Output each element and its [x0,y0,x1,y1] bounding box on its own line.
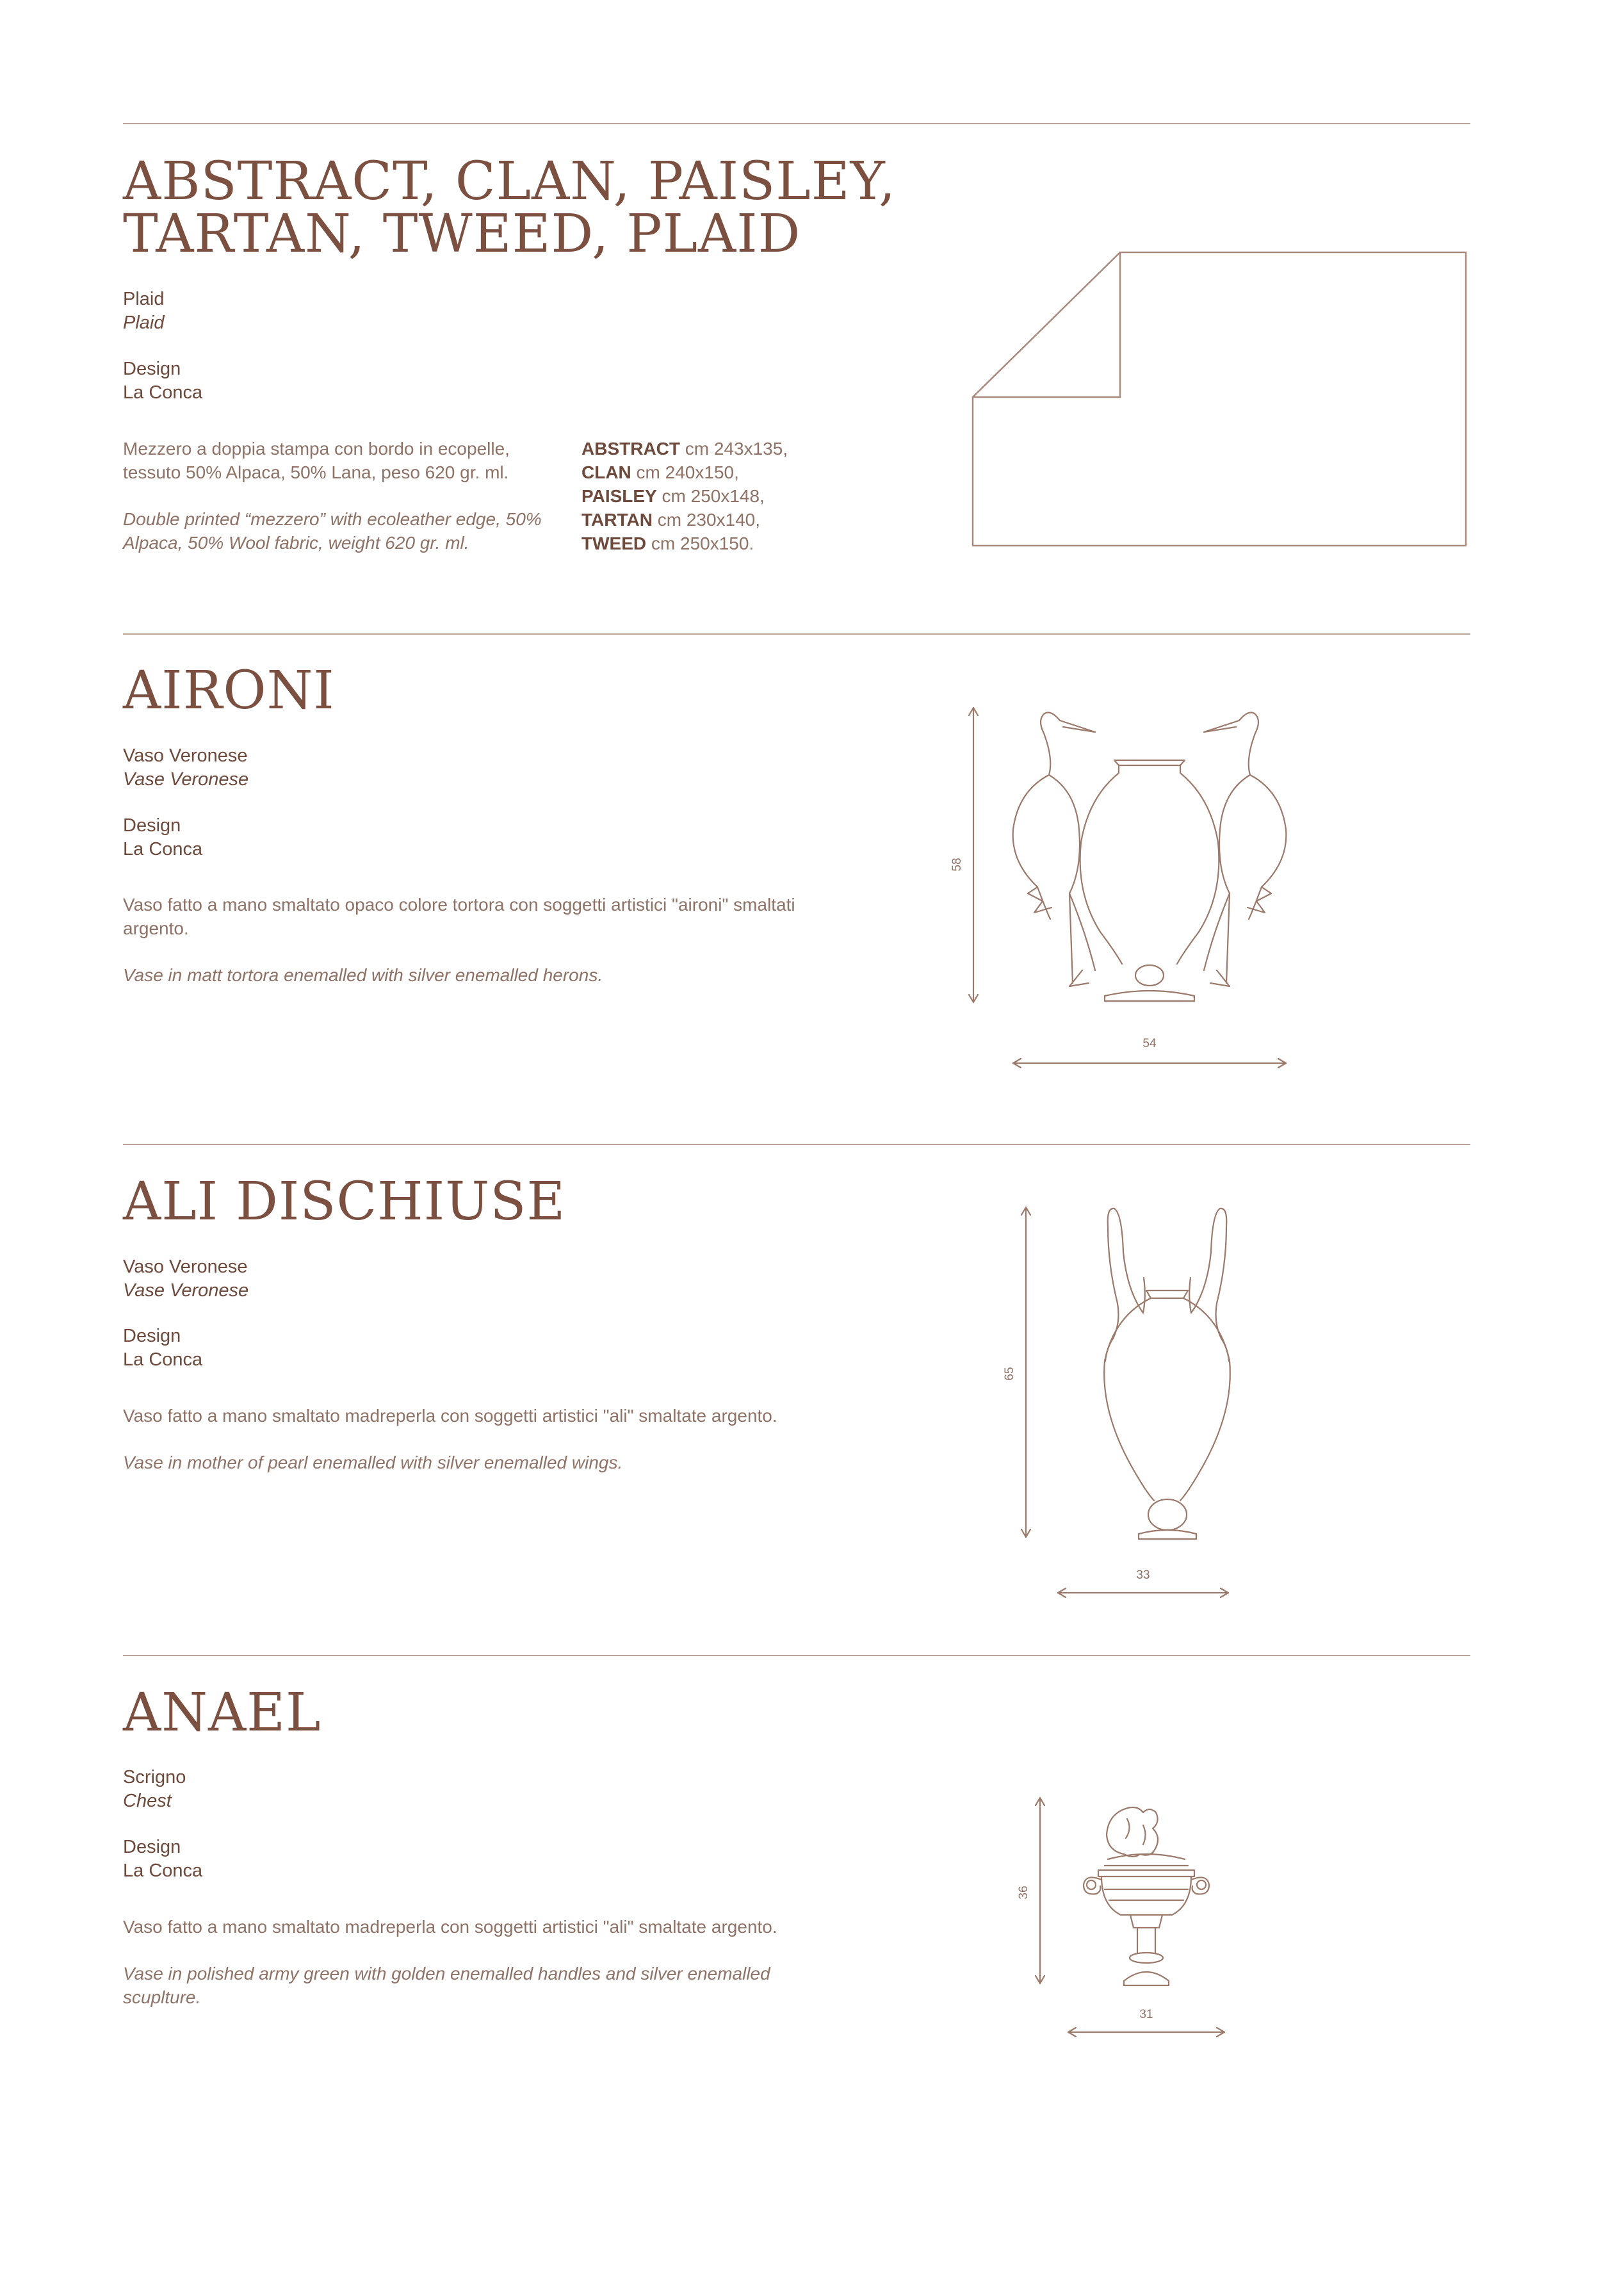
description-italian: Vaso fatto a mano smaltato madreperla con soggetti artistici "ali" smaltate argento. [123,1406,777,1426]
product-type [123,288,165,335]
designer-name: La Conca [123,1349,203,1370]
design-label: Design [123,1326,181,1346]
vase-herons-drawing [941,701,1300,1079]
description-italian: Vaso fatto a mano smaltato madreperla con soggetti artistici "ali" smaltate argento. [123,1917,777,1937]
size-name: TWEED [581,533,647,553]
product-description [123,437,558,555]
design-label: Design [123,359,181,379]
product-title [123,151,897,265]
design-label: Design [123,1837,181,1857]
description-english: Vase in polished army green with golden enemalled handles and silver enemalled scuplture. [123,1964,770,2007]
product-type [123,744,248,792]
product-description [123,1404,802,1474]
product-description [123,1915,802,2009]
size-name: PAISLEY [581,486,657,506]
description-italian: Mezzero a doppia stampa con bordo in ecopelle, tessuto 50% Alpaca, 50% Lana, peso 620 gr. ml. [123,439,510,482]
size-list [581,437,850,555]
plaid-drawing [970,250,1470,551]
size-value: cm 250x148, [662,486,765,506]
type-italian: Vaso Veronese [123,1257,248,1277]
chest-drawing [1012,1790,1236,2046]
size-value: cm 243x135, [685,439,788,459]
size-name: TARTAN [581,510,653,530]
size-item [581,460,850,484]
designer-name: La Conca [123,839,203,859]
section-divider [123,1144,1470,1145]
size-value: cm 250x150. [651,533,754,553]
size-name: CLAN [581,462,631,482]
type-english: Plaid [123,313,165,333]
section-divider [123,123,1470,124]
product-title: AIRONI [123,660,335,721]
size-item [581,508,850,532]
product-type [123,1766,186,1813]
height-label: 36 [1017,1885,1030,1900]
width-label: 31 [1139,2008,1153,2021]
product-type [123,1255,248,1303]
description-italian: Vaso fatto a mano smaltato opaco colore tortora con soggetti artistici "aironi" smaltati argento. [123,895,795,938]
size-name: ABSTRACT [581,439,680,459]
type-italian: Plaid [123,289,165,309]
designer-block [123,357,202,405]
width-label: 54 [1142,1037,1157,1050]
section-divider [123,1655,1470,1656]
designer-block [123,814,202,861]
type-english: Vase Veronese [123,769,249,790]
designer-block [123,1324,202,1372]
size-value: cm 240x150, [636,462,739,482]
designer-name: La Conca [123,1860,203,1881]
product-title: ANAEL [123,1682,321,1743]
vase-wings-drawing [986,1201,1255,1598]
section-divider [123,633,1470,635]
description-english: Vase in matt tortora enemalled with silver enemalled herons. [123,965,603,985]
product-description [123,893,802,987]
title-line: TARTAN, TWEED, PLAID [123,204,801,265]
type-english: Chest [123,1791,172,1811]
designer-block [123,1836,202,1883]
type-english: Vase Veronese [123,1280,249,1301]
height-label: 65 [1003,1367,1016,1381]
size-item [581,484,850,508]
description-english: Double printed “mezzero” with ecoleather edge, 50% Alpaca, 50% Wool fabric, weight 620 gr. ml. [123,509,542,553]
width-label: 33 [1136,1568,1150,1582]
size-item [581,532,850,555]
description-english: Vase in mother of pearl enemalled with silver enemalled wings. [123,1453,623,1472]
type-italian: Scrigno [123,1767,186,1787]
designer-name: La Conca [123,382,203,403]
height-label: 58 [950,858,964,872]
title-line: ABSTRACT, CLAN, PAISLEY, [123,151,897,212]
design-label: Design [123,815,181,836]
size-value: cm 230x140, [657,510,761,530]
type-italian: Vaso Veronese [123,745,248,766]
product-title: ALI DISCHIUSE [123,1171,566,1232]
size-item [581,437,850,460]
